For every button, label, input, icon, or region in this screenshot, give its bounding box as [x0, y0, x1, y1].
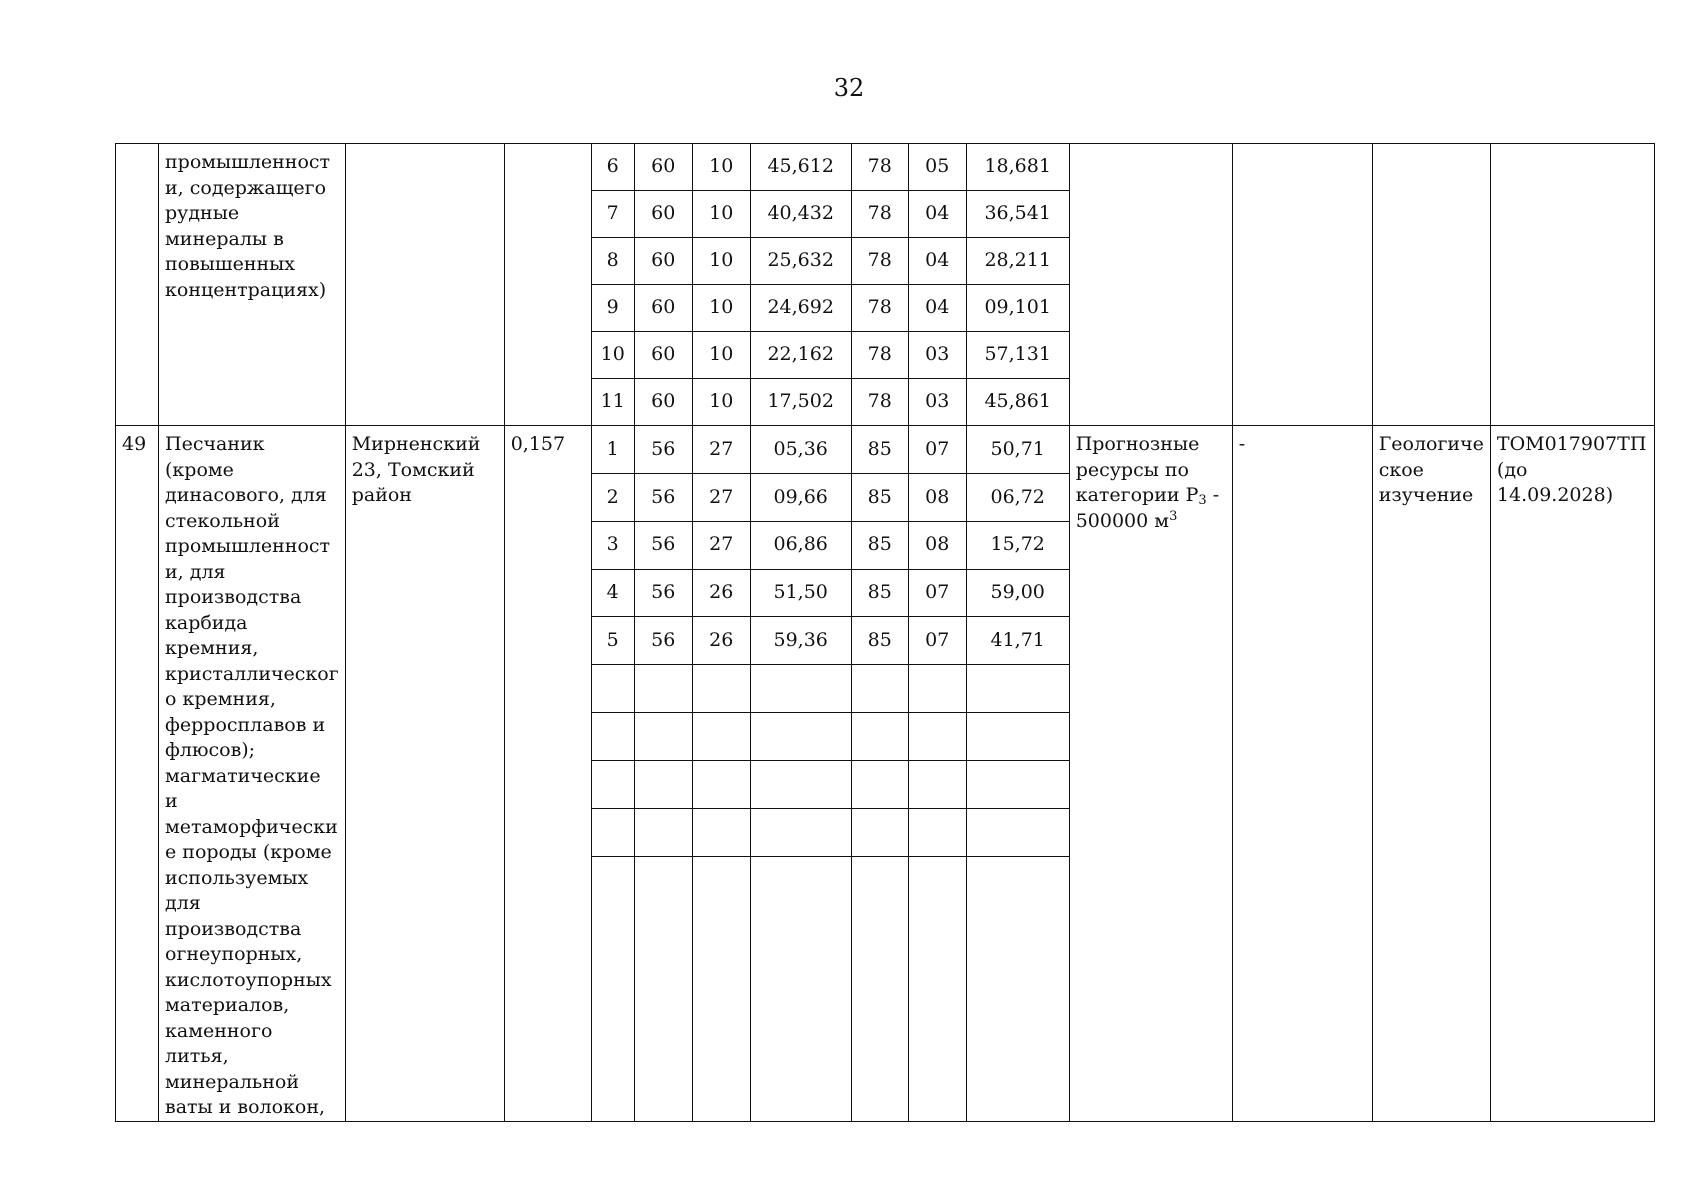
- cell-lon-min: 07: [908, 617, 966, 665]
- cell-lon-sec: 09,101: [966, 285, 1069, 332]
- cell-resources: [1069, 426, 1232, 1122]
- cell-lon-sec: 18,681: [966, 144, 1069, 191]
- cell-lon-min: 08: [908, 473, 966, 521]
- cell-lon-min: 03: [908, 332, 966, 379]
- cell-lat-deg: 60: [634, 379, 692, 426]
- cell-purpose: Геологиче ское изучение: [1372, 426, 1490, 1122]
- cell-point-number: 8: [591, 238, 634, 285]
- cell-lat-min: 10: [692, 285, 750, 332]
- cell-lat-sec: 40,432: [750, 191, 851, 238]
- resources-unit-superscript: 3: [1169, 508, 1178, 524]
- cell-location: Мирненский 23, Томский район: [345, 426, 504, 1122]
- cell-lon-deg: 78: [851, 332, 908, 379]
- cell-lat-min: 27: [692, 426, 750, 474]
- cell-lat-min: 27: [692, 473, 750, 521]
- cell-lat-min: 27: [692, 521, 750, 569]
- registry-table: [115, 143, 1655, 1122]
- cell-lat-sec: 17,502: [750, 379, 851, 426]
- cell-lon-min: 05: [908, 144, 966, 191]
- cell-lon-deg: 78: [851, 285, 908, 332]
- cell-point-number: 7: [591, 191, 634, 238]
- cell-lon-min: 08: [908, 521, 966, 569]
- cell-lat-sec: 51,50: [750, 569, 851, 617]
- cell-lon-deg: 85: [851, 426, 908, 474]
- cell-area: [504, 144, 591, 426]
- cell-lat-deg: 60: [634, 144, 692, 191]
- cell-lat-deg: 60: [634, 191, 692, 238]
- cell-lat-deg: 56: [634, 521, 692, 569]
- cell-lon-min: 07: [908, 569, 966, 617]
- cell-resources: [1069, 144, 1232, 426]
- cell-lon-sec: 45,861: [966, 379, 1069, 426]
- cell-lat-deg: 60: [634, 332, 692, 379]
- cell-reserves: -: [1232, 426, 1372, 1122]
- cell-lon-min: 07: [908, 426, 966, 474]
- cell-point-number: 5: [591, 617, 634, 665]
- cell-lat-sec: 09,66: [750, 473, 851, 521]
- cell-reserves: [1232, 144, 1372, 426]
- cell-lon-min: 04: [908, 238, 966, 285]
- cell-lat-sec: 45,612: [750, 144, 851, 191]
- cell-lat-deg: 60: [634, 238, 692, 285]
- cell-lon-deg: 85: [851, 473, 908, 521]
- cell-lat-sec: 06,86: [750, 521, 851, 569]
- cell-lat-sec: 22,162: [750, 332, 851, 379]
- cell-lon-deg: 85: [851, 569, 908, 617]
- cell-lon-min: 03: [908, 379, 966, 426]
- cell-lon-min: 04: [908, 285, 966, 332]
- cell-purpose: [1372, 144, 1490, 426]
- cell-lon-sec: 57,131: [966, 332, 1069, 379]
- cell-lon-sec: 06,72: [966, 473, 1069, 521]
- resources-category-subscript: 3: [1198, 493, 1207, 508]
- page-number: 32: [833, 74, 865, 102]
- cell-lat-sec: 24,692: [750, 285, 851, 332]
- cell-lon-deg: 78: [851, 191, 908, 238]
- cell-license: [1490, 144, 1654, 426]
- cell-lat-min: 10: [692, 144, 750, 191]
- cell-lat-min: 10: [692, 191, 750, 238]
- cell-point-number: 11: [591, 379, 634, 426]
- cell-point-number: 9: [591, 285, 634, 332]
- cell-lat-sec: 59,36: [750, 617, 851, 665]
- cell-area: 0,157: [504, 426, 591, 1122]
- cell-lat-sec: 05,36: [750, 426, 851, 474]
- table-row: [116, 144, 1655, 191]
- cell-number: [116, 144, 159, 426]
- cell-lon-sec: 59,00: [966, 569, 1069, 617]
- cell-lat-deg: 56: [634, 473, 692, 521]
- cell-lat-deg: 56: [634, 569, 692, 617]
- cell-lon-deg: 78: [851, 379, 908, 426]
- cell-lon-deg: 78: [851, 238, 908, 285]
- cell-lat-min: 10: [692, 379, 750, 426]
- cell-lat-min: 26: [692, 569, 750, 617]
- cell-lon-sec: 41,71: [966, 617, 1069, 665]
- cell-number: 49: [116, 426, 159, 1122]
- cell-lat-deg: 56: [634, 426, 692, 474]
- cell-lat-deg: 56: [634, 617, 692, 665]
- cell-mineral-name: Песчаник (кроме динасового, для стекольной промышленност и, для производства карбида кремния, кристаллическог о кремния, ферросплавов и флюсов); магматические и метаморфически е породы (кроме используемых для производства огнеупорных, кислотоупорных материалов, каменного литья, минеральной ваты и волокон,: [159, 426, 346, 1122]
- resources-text: Прогнозные ресурсы по категории P: [1075, 433, 1200, 506]
- cell-location: [345, 144, 504, 426]
- cell-point-number: 4: [591, 569, 634, 617]
- cell-lon-deg: 85: [851, 521, 908, 569]
- cell-lat-deg: 60: [634, 285, 692, 332]
- cell-lon-sec: 50,71: [966, 426, 1069, 474]
- resources-value: - 500000 м: [1075, 484, 1220, 532]
- table-body: [116, 144, 1655, 1122]
- cell-lat-sec: 25,632: [750, 238, 851, 285]
- table-row: [116, 426, 1655, 474]
- cell-lat-min: 26: [692, 617, 750, 665]
- cell-lon-sec: 36,541: [966, 191, 1069, 238]
- cell-lon-sec: 28,211: [966, 238, 1069, 285]
- cell-point-number: 6: [591, 144, 634, 191]
- cell-point-number: 10: [591, 332, 634, 379]
- cell-lon-sec: 15,72: [966, 521, 1069, 569]
- cell-point-number: 2: [591, 473, 634, 521]
- cell-lon-deg: 85: [851, 617, 908, 665]
- cell-point-number: 1: [591, 426, 634, 474]
- cell-lat-min: 10: [692, 238, 750, 285]
- cell-point-number: 3: [591, 521, 634, 569]
- cell-lat-min: 10: [692, 332, 750, 379]
- cell-mineral-name: промышленност и, содержащего рудные минералы в повышенных концентрациях): [159, 144, 346, 426]
- cell-license: ТОМ017907ТП (до 14.09.2028): [1490, 426, 1654, 1122]
- cell-lon-min: 04: [908, 191, 966, 238]
- cell-lon-deg: 78: [851, 144, 908, 191]
